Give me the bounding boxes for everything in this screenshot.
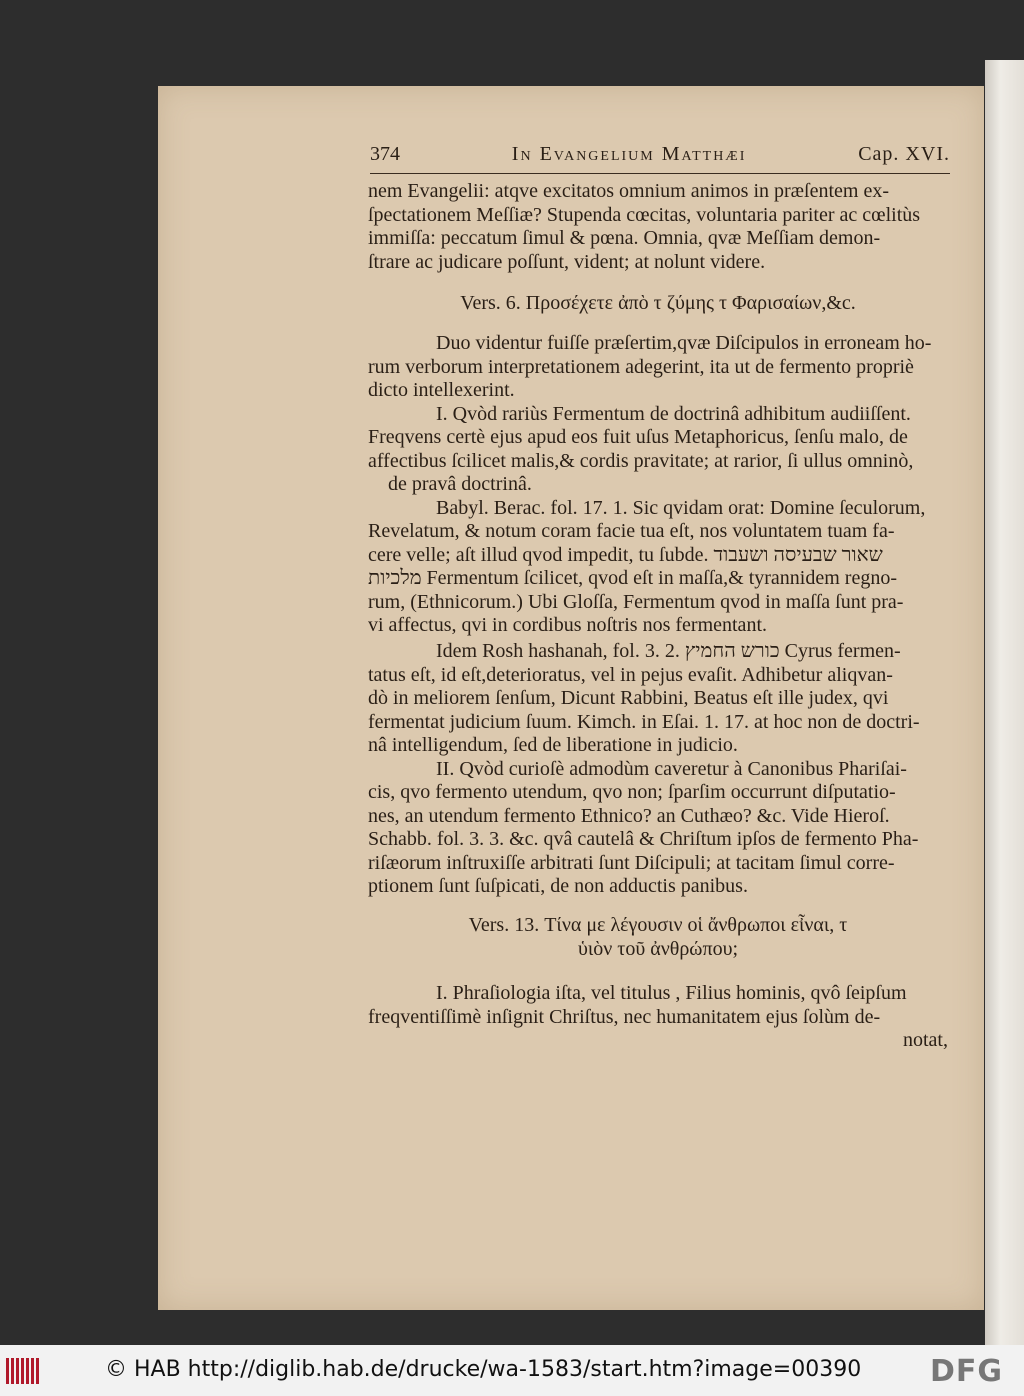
dfg-logo: DFG — [930, 1354, 1004, 1389]
text-line: ptionem ſunt ſuſpicati, de non adductis panibus. — [368, 875, 748, 897]
paragraph-filius-hominis — [368, 982, 948, 1053]
text-line: riſæorum inſtruxiſſe arbitrati ſunt Diſcipuli; at tacitam ſimul corre- — [368, 851, 895, 874]
text-line: dò in meliorem ſenſum, Dicunt Rabbini, Beatus eſt ille judex, qvi — [368, 687, 889, 709]
text-line: Freqvens certè ejus apud eos fuit uſus Metaphoricus, ſenſu malo, de — [368, 426, 908, 448]
text-line: nem Evangelii: atqve excitatos omnium animos in præſentem ex- — [368, 180, 889, 202]
text-line: cis, qvo fermento utendum, qvo non; ſparſim occurrunt diſputatio- — [368, 781, 896, 803]
paragraph-fermentum — [368, 332, 948, 638]
text-line: nâ intelligendum, ſed de liberatione in judicio. — [368, 734, 738, 756]
text-line: vi affectus, qvi in cordibus noſtris nos fermentant. — [368, 614, 767, 636]
text-line: ſpectationem Meſſiæ? Stupenda cœcitas, voluntaria pariter ac cœlitùs — [368, 203, 921, 226]
text-line: I. Phraſiologia iſta, vel titulus , Filius hominis, qvô ſeipſum — [436, 982, 907, 1004]
barcode-icon — [6, 1358, 46, 1384]
text-line: Idem Rosh hashanah, fol. 3. 2. כורש החמיץ Cyrus fermen- — [436, 640, 901, 662]
text-line: freqventiſſimè inſignit Chriſtus, nec humanitatem ejus ſolùm de- — [368, 1005, 881, 1028]
adjacent-page-edge — [985, 60, 1024, 1345]
text-line: rum, (Ethnicorum.) Ubi Gloſſa, Fermentum qvod in maſſa ſunt pra- — [368, 590, 904, 613]
text-line: fermentat judicium ſuum. Kimch. in Eſai. 1. 17. at hoc non de doctri- — [368, 710, 920, 733]
text-line: cere velle; aſt illud qvod impedit, tu ſubde. שאור שבעיסה ושעבוד — [368, 543, 883, 566]
running-head — [370, 143, 950, 174]
text-line: Babyl. Berac. fol. 17. 1. Sic qvidam orat: Domine ſeculorum, — [436, 496, 926, 519]
text-line: מלכיות Fermentum ſcilicet, qvod eſt in maſſa,& tyrannidem regno- — [368, 567, 897, 589]
copyright-link[interactable]: © HAB http://diglib.hab.de/drucke/wa-1583/start.htm?image=00390 — [105, 1357, 862, 1382]
verse-line: ὑιὸν τοῦ ἀνθρώπου; — [577, 937, 739, 960]
verse-line: Vers. 13. Τίνα με λέγουσιν οἱ ἄνθρωποι εἶναι, τ — [468, 914, 848, 936]
text-line: Duo videntur fuiſſe præſertim,qvæ Diſcipulos in erroneam ho- — [436, 332, 932, 354]
page-number: 374 — [370, 143, 400, 165]
verse-line: Vers. 6. Προσέχετε ἀπὸ τ ζύμης τ Φαρισαίων,&c. — [460, 292, 856, 314]
text-line: nes, an utendum fermento Ethnico? an Cuthæo? &c. Vide Hieroſ. — [368, 804, 890, 827]
text-line: Schabb. fol. 3. 3. &c. qvâ cautelâ & Chriſtum ipſos de fermento Pha- — [368, 828, 919, 850]
text-line: immiſſa: peccatum ſimul & pœna. Omnia, qvæ Meſſiam demon- — [368, 227, 881, 249]
text-line: Revelatum, & notum coram facie tua eſt, nos voluntatem tuam fa- — [368, 520, 895, 542]
text-line: de pravâ doctrinâ. — [388, 473, 532, 495]
text-line: dicto intellexerint. — [368, 379, 515, 401]
text-line: II. Qvòd curioſè admodùm caveretur à Canonibus Phariſai- — [436, 757, 907, 780]
text-line: notat, — [903, 1029, 948, 1051]
chapter-label: Cap. XVI. — [858, 143, 950, 165]
text-line: ſtrare ac judicare poſſunt, vident; at nolunt videre. — [368, 250, 766, 273]
text-line: rum verborum interpretationem adegerint, ita ut de fermento propriè — [368, 355, 914, 378]
text-line: I. Qvòd rariùs Fermentum de doctrinâ adhibitum audiiſſent. — [436, 402, 911, 425]
verse-heading-6 — [368, 292, 948, 316]
paragraph-rosh-hashanah — [368, 640, 948, 899]
verse-heading-13 — [368, 914, 948, 961]
text-line: tatus eſt, id eſt,deterioratus, vel in pejus evaſit. Adhibetur aliqvan- — [368, 663, 893, 686]
paragraph-intro — [368, 180, 948, 274]
text-line: affectibus ſcilicet malis,& cordis pravitate; at rarior, ſi ullus omninò, — [368, 449, 914, 472]
viewer-footer — [0, 1345, 1024, 1396]
running-title: In Evangelium Matthæi — [511, 143, 747, 165]
